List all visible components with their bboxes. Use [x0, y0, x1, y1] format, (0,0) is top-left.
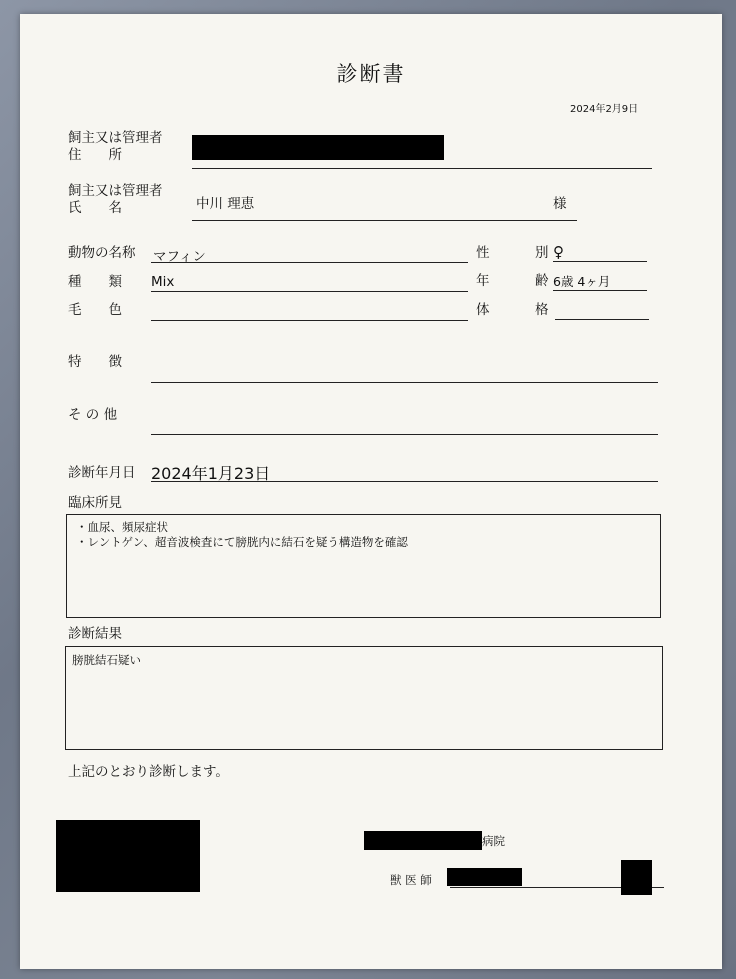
redacted-stamp [56, 820, 200, 892]
kind-label: 種 類 [68, 274, 122, 290]
redacted-address [192, 135, 444, 160]
feature-label: 特 徴 [68, 354, 122, 370]
body-label-2: 格 [535, 302, 549, 318]
sex-label-2: 別 [535, 245, 549, 261]
sex-value: ♀ [553, 243, 564, 261]
result-text: 膀胱結石疑い [72, 653, 141, 667]
kind-value: Mix [151, 274, 175, 290]
animal-name-underline [151, 262, 468, 263]
vet-label: 獣 医 師 [390, 873, 432, 887]
other-label: そ の 他 [68, 407, 118, 423]
feature-underline [151, 382, 658, 383]
redacted-hospital-name [364, 831, 482, 850]
coat-underline [151, 320, 468, 321]
result-box [65, 646, 663, 750]
coat-label: 毛 色 [68, 302, 122, 318]
diagnosis-date-label: 診断年月日 [68, 465, 136, 481]
owner-name-underline [192, 220, 577, 221]
sex-underline [553, 261, 647, 262]
animal-name: マフィン [153, 249, 206, 265]
result-label: 診断結果 [68, 626, 122, 642]
document-title: 診断書 [336, 62, 406, 86]
certificate-paper [20, 14, 722, 969]
findings-line: ・レントゲン、超音波検査にて膀胱内に結石を疑う構造物を確認 [76, 535, 408, 549]
age-value: 6歳 4ヶ月 [553, 274, 611, 289]
redacted-vet-name [447, 868, 522, 886]
age-underline [553, 290, 647, 291]
issue-date: 2024年2月9日 [570, 104, 639, 115]
diagnosis-date-underline [151, 481, 658, 482]
findings-line: ・血尿、頻尿症状 [76, 520, 168, 534]
address-underline [192, 168, 652, 169]
body-label: 体 [476, 302, 490, 318]
kind-underline [151, 291, 468, 292]
findings-label: 臨床所見 [68, 495, 122, 511]
animal-name-label: 動物の名称 [68, 245, 136, 261]
owner-name: 中川 理恵 [196, 196, 255, 212]
closing-statement: 上記のとおり診断します。 [68, 764, 229, 780]
body-underline [555, 319, 649, 320]
age-label: 年 [476, 273, 490, 289]
other-underline [151, 434, 658, 435]
sex-label: 性 [476, 245, 490, 261]
redacted-vet-seal [621, 860, 652, 895]
owner-address-label: 飼主又は管理者 住 所 [68, 130, 163, 163]
age-label-2: 齢 [535, 273, 549, 289]
hospital-suffix: 病院 [482, 834, 505, 848]
honorific: 様 [553, 196, 567, 212]
diagnosis-date: 2024年1月23日 [151, 464, 271, 483]
owner-name-label: 飼主又は管理者 氏 名 [68, 183, 163, 216]
